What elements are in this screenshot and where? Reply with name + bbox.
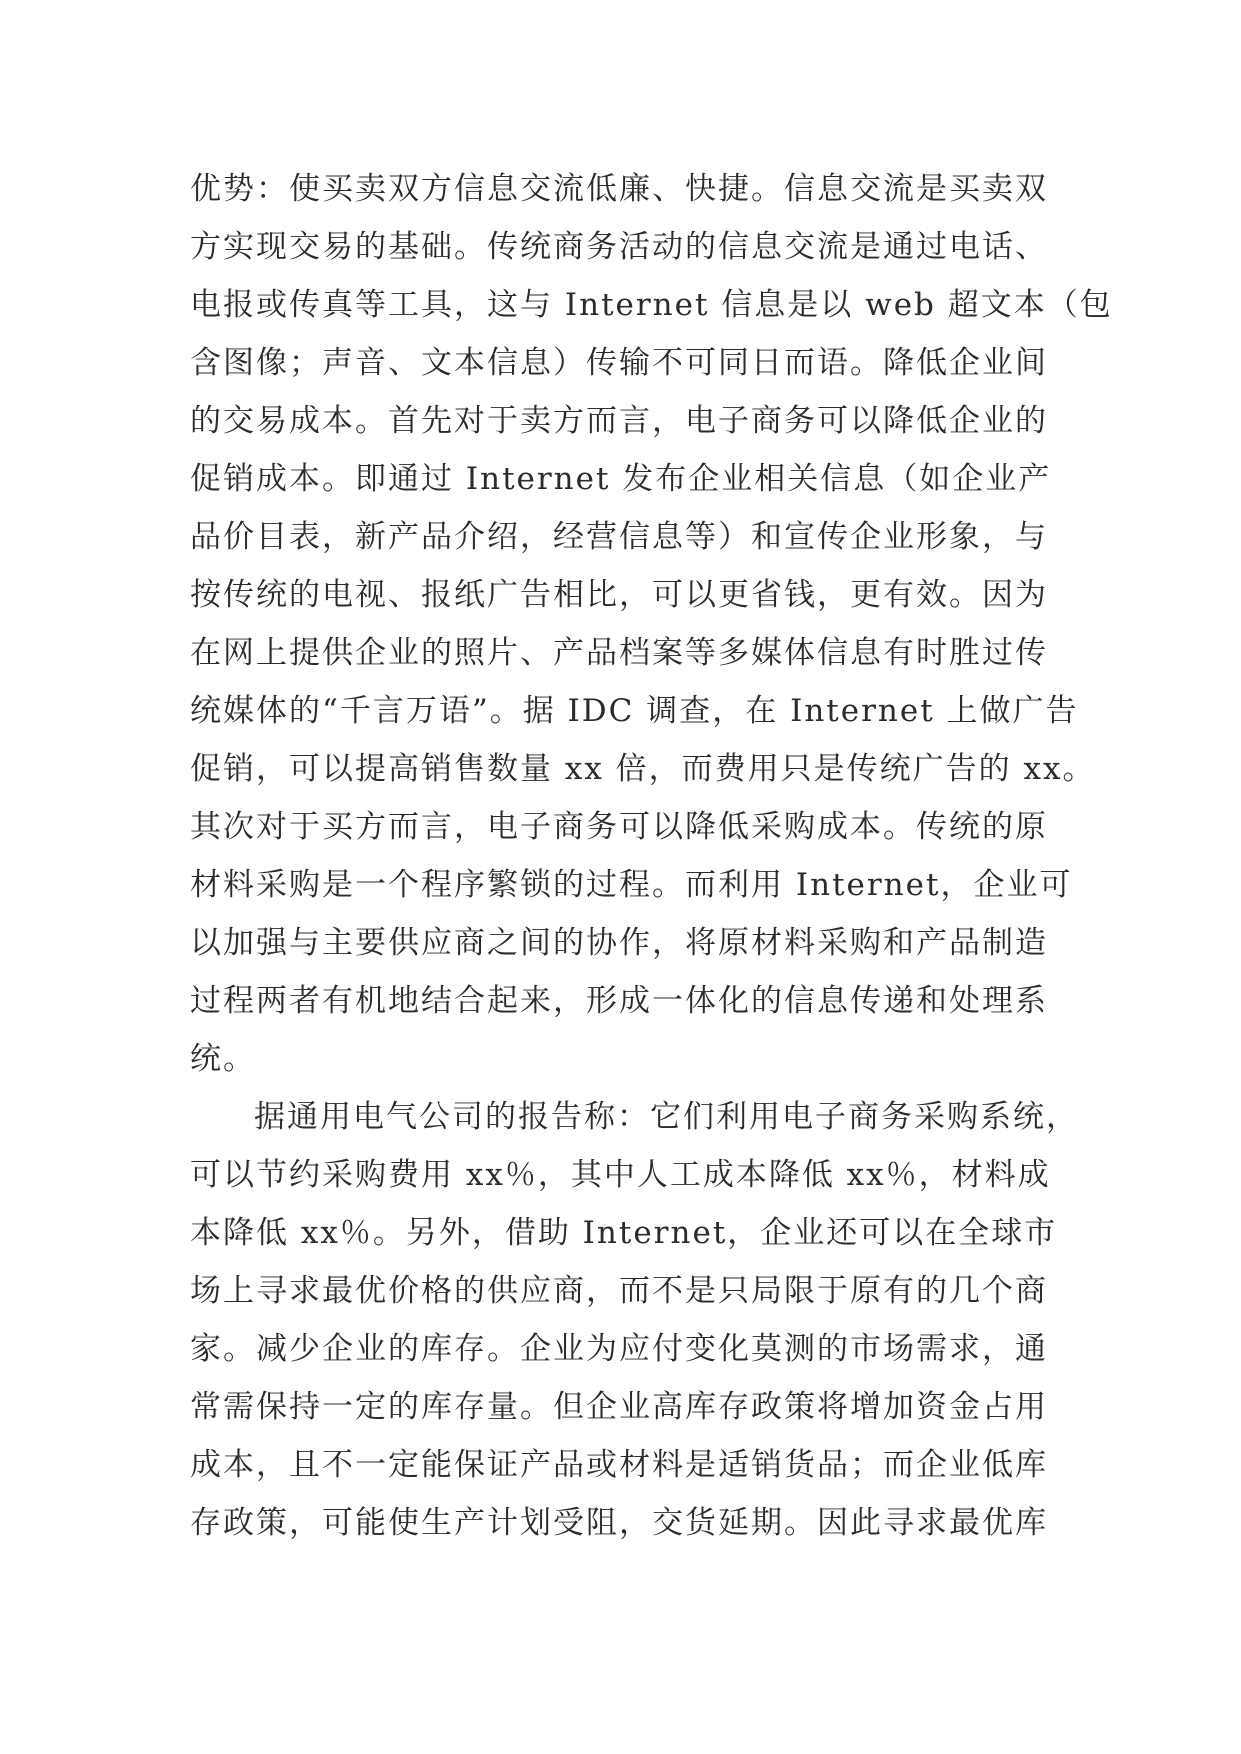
paragraph-first-line: 据通用电气公司的报告称：它们利用电子商务采购系统，	[254, 1099, 1079, 1135]
text-line: 电报或传真等工具，这与 Internet 信息是以 web 超文本（包	[190, 287, 1113, 323]
text-line: 方实现交易的基础。传统商务活动的信息交流是通过电话、	[190, 229, 1048, 265]
text-line: 统。	[190, 1041, 256, 1077]
text-line: 含图像；声音、文本信息）传输不可同日而语。降低企业间	[190, 345, 1048, 381]
text-line: 统媒体的“千言万语”。据 IDC 调查，在 Internet 上做广告	[190, 693, 1079, 729]
text-line: 成本，且不一定能保证产品或材料是适销货品；而企业低库	[190, 1447, 1048, 1483]
body-text	[190, 160, 1113, 1552]
text-line: 材料采购是一个程序繁锁的过程。而利用 Internet，企业可	[190, 867, 1073, 903]
text-line: 场上寻求最优价格的供应商，而不是只局限于原有的几个商	[190, 1273, 1048, 1309]
text-line: 常需保持一定的库存量。但企业高库存政策将增加资金占用	[190, 1389, 1048, 1425]
text-line: 品价目表，新产品介绍，经营信息等）和宣传企业形象，与	[190, 519, 1048, 555]
text-line: 家。减少企业的库存。企业为应付变化莫测的市场需求，通	[190, 1331, 1048, 1367]
text-line: 本降低 xx％。另外，借助 Internet，企业还可以在全球市	[190, 1215, 1058, 1251]
text-line: 优势：使买卖双方信息交流低廉、快捷。信息交流是买卖双	[190, 171, 1048, 207]
text-line: 在网上提供企业的照片、产品档案等多媒体信息有时胜过传	[190, 635, 1048, 671]
text-line: 促销成本。即通过 Internet 发布企业相关信息（如企业产	[190, 461, 1052, 497]
text-line: 促销，可以提高销售数量 xx 倍，而费用只是传统广告的 xx。	[190, 751, 1096, 787]
text-line: 可以节约采购费用 xx％，其中人工成本降低 xx％，材料成	[190, 1157, 1051, 1193]
text-line: 的交易成本。首先对于卖方而言，电子商务可以降低企业的	[190, 403, 1048, 439]
text-line: 以加强与主要供应商之间的协作，将原材料采购和产品制造	[190, 925, 1048, 961]
text-line: 存政策，可能使生产计划受阻，交货延期。因此寻求最优库	[190, 1505, 1048, 1541]
text-line: 过程两者有机地结合起来，形成一体化的信息传递和处理系	[190, 983, 1048, 1019]
text-line: 其次对于买方而言，电子商务可以降低采购成本。传统的原	[190, 809, 1048, 845]
text-line: 按传统的电视、报纸广告相比，可以更省钱，更有效。因为	[190, 577, 1048, 613]
